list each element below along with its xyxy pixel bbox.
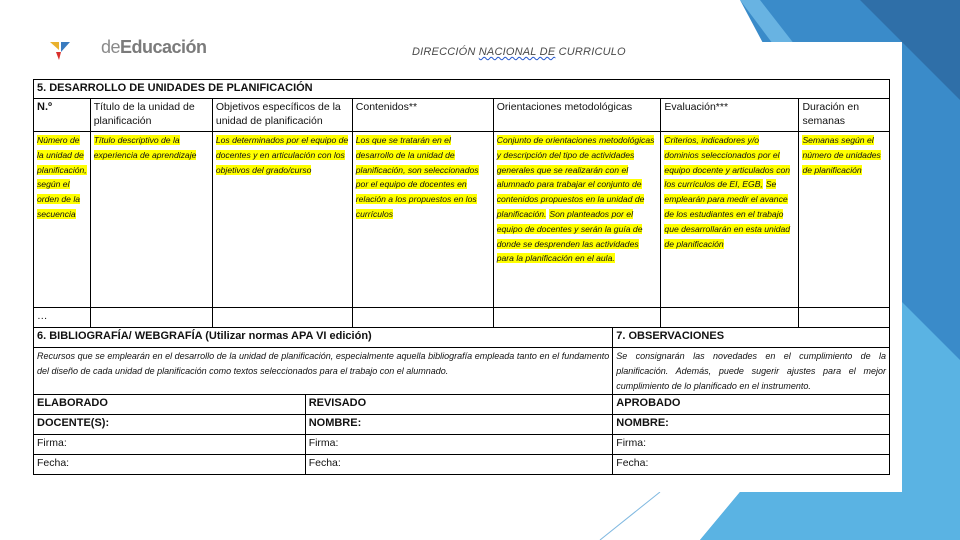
cell-contents: Los que se tratarán en el desarrollo de la unidad de planificación, son seleccionados por el equipo de docentes en relación a los propuestos en los currículos — [352, 132, 493, 308]
section5-table — [33, 79, 890, 328]
col-header-objectives: Objetivos específicos de la unidad de planificación — [212, 99, 352, 132]
sig-signature-3: Firma: — [613, 435, 890, 455]
direction-title: DIRECCIÓN NACIONAL DE CURRICULO — [412, 46, 626, 58]
sig-name-approved: NOMBRE: — [613, 415, 890, 435]
cell-ellipsis: … — [34, 308, 91, 328]
cell-duration: Semanas según el número de unidades de planificación — [799, 132, 890, 308]
sig-date-1: Fecha: — [34, 455, 306, 475]
sig-signature-2: Firma: — [305, 435, 613, 455]
sig-header-elaborated: ELABORADO — [34, 395, 306, 415]
sig-date-3: Fecha: — [613, 455, 890, 475]
cell-evaluation: Criterios, indicadores y/o dominios seleccionados por el equipo docente y articulados con los currículos de EI, EGB, Se emplearán para medir el avance de los estudiantes en el trabajo que desarrollarán en esta unidad de planificación — [661, 132, 799, 308]
col-header-evaluation: Evaluación*** — [661, 99, 799, 132]
cell-title: Título descriptivo de la experiencia de aprendizaje — [90, 132, 212, 308]
section67-table — [33, 327, 890, 395]
section7-text: Se consignarán las novedades en el cumplimiento de la planificación. Además, puede sugerir ajustes para el mejor cumplimiento de lo planificado en el instrumento. — [613, 348, 890, 395]
col-header-methodology: Orientaciones metodológicas — [493, 99, 661, 132]
signatures-table — [33, 394, 890, 475]
sig-header-approved: APROBADO — [613, 395, 890, 415]
cell-methodology: Conjunto de orientaciones metodológicas y descripción del tipo de actividades generales que se realizarán con el alumnado para trabajar el conjunto de contenidos propuestos en la unidad de planificación. Son planteados por el equipo de docentes y serán la guía de donde se desprenden las actividades para la planificación en el aula. — [493, 132, 661, 308]
sig-date-2: Fecha: — [305, 455, 613, 475]
cell-number: Número de la unidad de planificación, según el orden de la secuencia — [34, 132, 91, 308]
sig-header-reviewed: REVISADO — [305, 395, 613, 415]
section7-title: 7. OBSERVACIONES — [613, 328, 890, 348]
col-header-number: N.º — [34, 99, 91, 132]
sig-teachers: DOCENTE(S): — [34, 415, 306, 435]
col-header-contents: Contenidos** — [352, 99, 493, 132]
bg-thin-line — [600, 492, 660, 540]
cell-objectives: Los determinados por el equipo de docentes y en articulación con los objetivos del grado/curso — [212, 132, 352, 308]
section6-title: 6. BIBLIOGRAFÍA/ WEBGRAFÍA (Utilizar normas APA VI edición) — [34, 328, 613, 348]
sig-signature-1: Firma: — [34, 435, 306, 455]
ministry-logo-icon — [48, 38, 72, 62]
logo-text: deEducación — [101, 37, 207, 57]
col-header-title: Título de la unidad de planificación — [90, 99, 212, 132]
sig-name-reviewed: NOMBRE: — [305, 415, 613, 435]
section5-title: 5. DESARROLLO DE UNIDADES DE PLANIFICACIÓN — [34, 80, 890, 99]
section6-text: Recursos que se emplearán en el desarrollo de la unidad de planificación, especialmente aquella bibliografía empleada tanto en el fundamento del diseño de cada unidad de planificación como textos seleccionados para el trabajo con el alumnado. — [34, 348, 613, 395]
col-header-duration: Duración en semanas — [799, 99, 890, 132]
